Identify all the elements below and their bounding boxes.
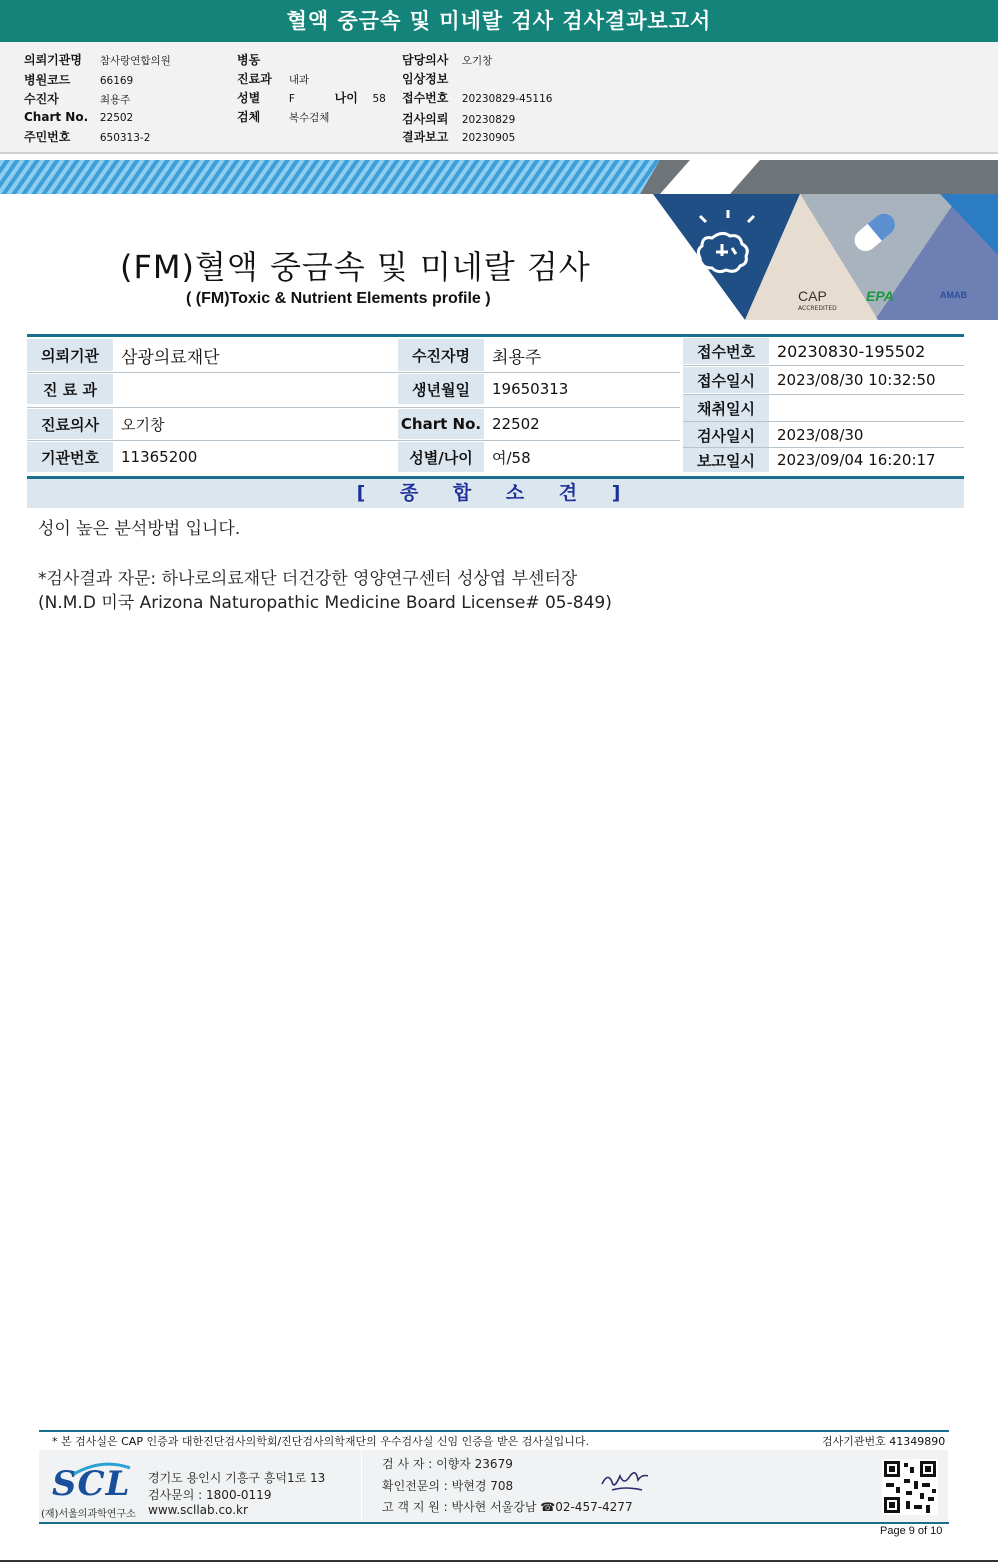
row-divider bbox=[683, 421, 964, 422]
label-dob: 생년월일 bbox=[398, 374, 484, 404]
footer-accreditation-note: * 본 검사실은 CAP 인증과 대한진단검사의학회/진단검사의학재단의 우수검사실 신임 인증을 받은 검사실입니다. bbox=[52, 1435, 590, 1448]
footer-support: 고 객 지 원 : 박사현 서울강남 ☎02-457-4277 bbox=[382, 1500, 633, 1514]
row-divider bbox=[683, 394, 964, 395]
label-inst-code: 기관번호 bbox=[27, 442, 113, 472]
row-divider bbox=[683, 447, 964, 448]
scl-logo-swoosh bbox=[72, 1462, 132, 1476]
ward-row: 병동 bbox=[237, 53, 261, 67]
label-sex-age: 성별/나이 bbox=[398, 442, 484, 472]
footer-tester: 검 사 자 : 이향자 23679 bbox=[382, 1457, 513, 1471]
amab-logo: AMAB bbox=[940, 290, 967, 300]
label-receipt-date: 접수일시 bbox=[683, 367, 769, 393]
institution-row: 의뢰기관명 참사랑연합의원 bbox=[24, 53, 171, 67]
value-report-date: 2023/09/04 16:20:17 bbox=[777, 451, 936, 469]
specimen-row: 검체 복수검체 bbox=[237, 110, 330, 124]
footer-address: 경기도 용인시 기흥구 흥덕1로 13 bbox=[148, 1471, 326, 1485]
page-bottom-rule bbox=[0, 1560, 998, 1562]
label-institution: 의뢰기관 bbox=[27, 339, 113, 371]
chart-row: Chart No. 22502 bbox=[24, 110, 134, 124]
value-chart: 22502 bbox=[492, 415, 540, 433]
rrn-row: 주민번호 650313-2 bbox=[24, 130, 151, 144]
label-collect: 채취일시 bbox=[683, 395, 769, 421]
footer-top-rule bbox=[39, 1430, 949, 1432]
label-chart: Chart No. bbox=[398, 409, 484, 439]
value-inst-code: 11365200 bbox=[121, 448, 198, 466]
hospital-code-row: 병원코드 66169 bbox=[24, 73, 134, 87]
row-divider bbox=[27, 372, 680, 373]
sex-row: 성별 F 나이 58 bbox=[237, 91, 386, 105]
test-title: (FM)혈액 중금속 및 미네랄 검사 bbox=[120, 248, 591, 286]
value-dob: 19650313 bbox=[492, 380, 569, 398]
patient-row: 수진자 최용주 bbox=[24, 92, 131, 106]
value-sex-age: 여/58 bbox=[492, 448, 531, 467]
label-report-date: 보고일시 bbox=[683, 448, 769, 472]
summary-license-line: (N.M.D 미국 Arizona Naturopathic Medicine Board License# 05-849) bbox=[38, 593, 612, 613]
value-receipt-date: 2023/08/30 10:32:50 bbox=[777, 371, 936, 389]
summary-text-line: 성이 높은 분석방법 입니다. bbox=[38, 519, 241, 539]
row-divider bbox=[27, 407, 680, 408]
signature-image bbox=[598, 1468, 654, 1494]
report-info-panel bbox=[0, 42, 998, 154]
test-subtitle: ( (FM)Toxic & Nutrient Elements profile ) bbox=[186, 290, 491, 307]
footer-specialist: 확인전문의 : 박현경 708 bbox=[382, 1479, 514, 1493]
label-test-date: 검사일시 bbox=[683, 422, 769, 448]
value-test-date: 2023/08/30 bbox=[777, 426, 864, 444]
epa-logo: EPA bbox=[866, 288, 894, 304]
test-hero bbox=[0, 160, 998, 328]
report-row: 결과보고 20230905 bbox=[402, 130, 516, 144]
value-receipt: 20230830-195502 bbox=[777, 341, 926, 361]
footer-lab-code: 검사기관번호 41349890 bbox=[822, 1435, 946, 1448]
value-patient: 최용주 bbox=[492, 347, 542, 368]
footer-bottom-rule bbox=[39, 1522, 949, 1524]
row-divider bbox=[27, 440, 680, 441]
clinical-row: 임상정보 bbox=[402, 72, 449, 86]
request-row: 검사의뢰 20230829 bbox=[402, 112, 516, 126]
label-dept: 진 료 과 bbox=[27, 374, 113, 404]
summary-heading: [ 종 합 소 견 ] bbox=[27, 476, 964, 508]
footer-website[interactable]: www.scllab.co.kr bbox=[148, 1503, 248, 1517]
table-top-rule bbox=[27, 334, 964, 337]
footer-inquiry: 검사문의 : 1800-0119 bbox=[148, 1488, 272, 1502]
qr-code-icon bbox=[882, 1459, 938, 1515]
value-collect bbox=[769, 395, 964, 421]
page-number: Page 9 of 10 bbox=[880, 1525, 943, 1537]
patient-info-table bbox=[27, 334, 964, 474]
label-doctor: 진료의사 bbox=[27, 409, 113, 439]
label-patient: 수진자명 bbox=[398, 339, 484, 371]
doctor-row: 담당의사 오기창 bbox=[402, 53, 493, 67]
summary-advisor-line: *검사결과 자문: 하나로의료재단 더건강한 영양연구센터 성상엽 부센터장 bbox=[38, 569, 578, 589]
report-title: 혈액 중금속 및 미네랄 검사 검사결과보고서 bbox=[0, 0, 998, 42]
value-dept bbox=[113, 374, 398, 404]
value-doctor: 오기창 bbox=[121, 415, 165, 434]
value-institution: 삼광의료재단 bbox=[121, 347, 220, 368]
row-divider bbox=[683, 365, 964, 366]
footer-org-name: (재)서울의과학연구소 bbox=[41, 1509, 136, 1520]
label-receipt: 접수번호 bbox=[683, 338, 769, 364]
scl-logo: SCL bbox=[52, 1464, 131, 1504]
receipt-row: 접수번호 20230829-45116 bbox=[402, 91, 553, 105]
cap-logo: CAP ACCREDITED bbox=[798, 288, 837, 312]
dept-row: 진료과 내과 bbox=[237, 72, 310, 86]
